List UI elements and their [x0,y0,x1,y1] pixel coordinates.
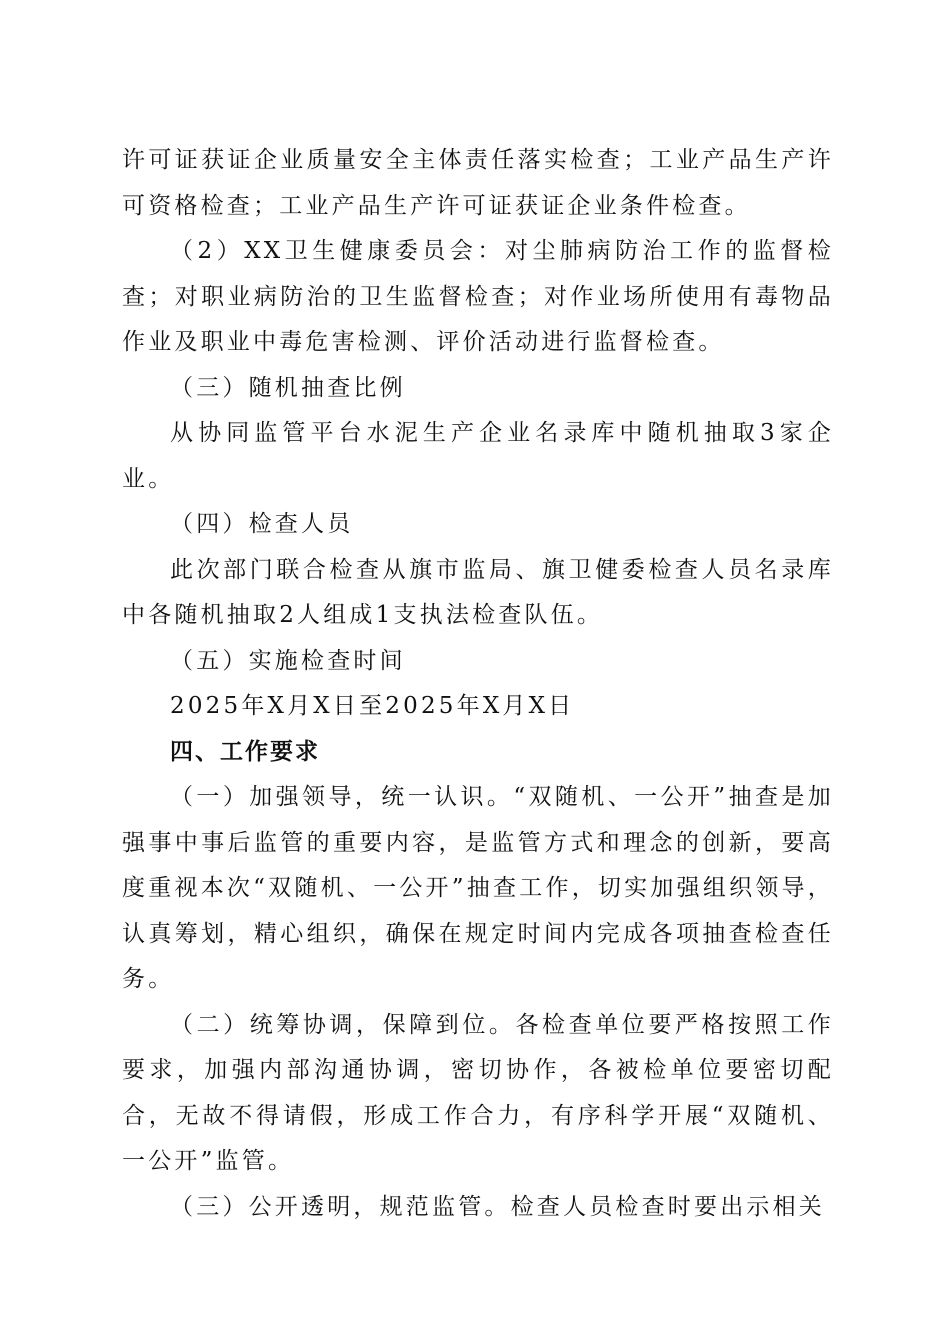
document-body [122,138,834,1230]
paragraph-8: 2025年X月X日至2025年X月X日 [170,693,575,719]
paragraph-4: 从协同监管平台水泥生产企业名录库中随机抽取3家企业。 [122,420,834,492]
paragraph-12: （三）公开透明，规范监管。检查人员检查时要出示相关 [170,1193,825,1220]
subheading-sampling-ratio: （三）随机抽查比例 [170,374,406,401]
paragraph-6: 此次部门联合检查从旗市监局、旗卫健委检查人员名录库中各随机抽取2人组成1支执法检查队伍。 [122,556,834,628]
subheading-inspection-time: （五）实施检查时间 [170,647,406,674]
paragraph-11: （二）统筹协调，保障到位。各检查单位要严格按照工作要求，加强内部沟通协调，密切协作，各被检单位要密切配合，无故不得请假，形成工作合力，有序科学开展“双随机、一公开”监管。 [122,1011,834,1174]
paragraph-10: （一）加强领导，统一认识。“双随机、一公开”抽查是加强事中事后监管的重要内容，是监管方式和理念的创新，要高度重视本次“双随机、一公开”抽查工作，切实加强组织领导，认真筹划，精心组织，确保在规定时间内完成各项抽查检查任务。 [122,784,834,992]
paragraph-2: （2）XX卫生健康委员会：对尘肺病防治工作的监督检查；对职业病防治的卫生监督检查；对作业场所使用有毒物品作业及职业中毒危害检测、评价活动进行监督检查。 [122,238,834,355]
section-heading-work-requirements: 四、工作要求 [170,738,320,765]
subheading-inspectors: （四）检查人员 [170,511,354,537]
paragraph-1: 许可证获证企业质量安全主体责任落实检查；工业产品生产许可资格检查；工业产品生产许可证获证企业条件检查。 [122,147,834,219]
